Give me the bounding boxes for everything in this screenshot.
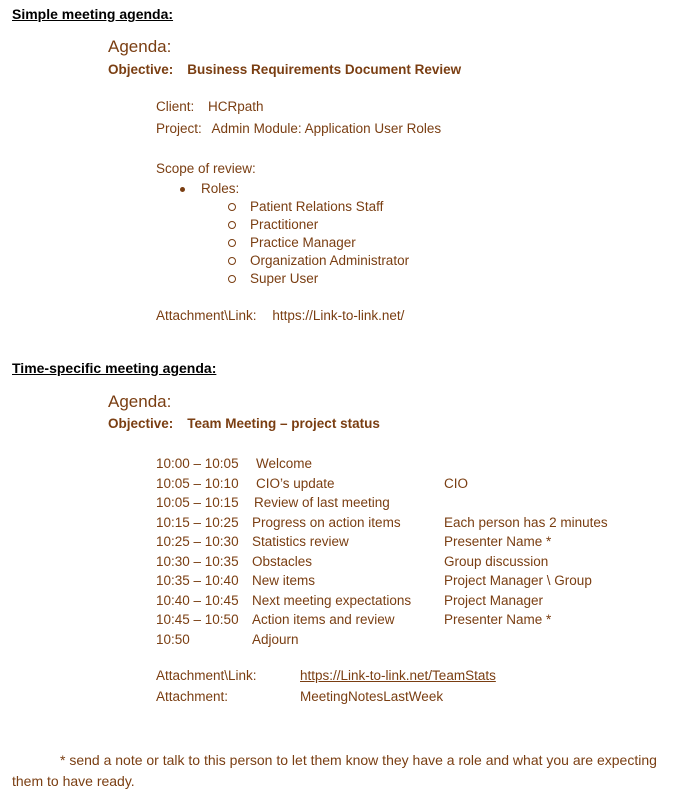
table-row xyxy=(156,515,676,535)
table-row xyxy=(156,593,676,613)
owner-cell: Presenter Name * xyxy=(444,612,552,627)
table-row xyxy=(156,612,676,632)
time-cell: 10:05 – 10:15 xyxy=(156,495,239,510)
item-cell: CIO’s update xyxy=(256,475,335,491)
circle-bullet-icon xyxy=(228,221,236,229)
attachment-link[interactable]: https://Link-to-link.net/ xyxy=(272,308,405,323)
time-cell: 10:30 – 10:35 xyxy=(156,553,239,569)
attachment-label: Attachment\Link: xyxy=(156,308,257,323)
scope-label: Scope of review: xyxy=(156,161,256,176)
item-cell: Welcome xyxy=(256,456,313,471)
list-item: Super User xyxy=(228,271,409,289)
objective-value: Business Requirements Document Review xyxy=(187,62,462,77)
teamstats-link[interactable]: https://Link-to-link.net/TeamStats xyxy=(300,668,496,683)
timed-attachment-label: Attachment\Link: xyxy=(156,668,257,683)
item-cell: Statistics review xyxy=(252,534,349,549)
owner-cell: Each person has 2 minutes xyxy=(444,514,608,530)
list-item: Organization Administrator xyxy=(228,253,409,271)
bullet-icon xyxy=(180,187,185,192)
roles-bullet xyxy=(180,181,239,196)
attachment2-label: Attachment: xyxy=(156,689,229,704)
roles-list xyxy=(228,199,409,289)
simple-agenda-heading: Agenda: xyxy=(108,37,172,56)
circle-bullet-icon xyxy=(228,203,236,211)
objective-value: Team Meeting – project status xyxy=(187,416,380,431)
table-row xyxy=(156,554,676,574)
timed-agenda-title: Time-specific meeting agenda: xyxy=(12,360,217,376)
list-item: Patient Relations Staff xyxy=(228,199,409,217)
table-row xyxy=(156,456,676,476)
owner-cell: Project Manager xyxy=(444,592,544,608)
time-cell: 10:15 – 10:25 xyxy=(156,514,239,530)
client-line xyxy=(156,99,264,114)
table-row xyxy=(156,573,676,593)
owner-cell: CIO xyxy=(444,475,469,491)
item-cell: Review of last meeting xyxy=(254,495,390,510)
owner-cell: Group discussion xyxy=(444,553,549,569)
roles-label: Roles: xyxy=(201,181,240,196)
timed-agenda-heading: Agenda: xyxy=(108,392,172,411)
time-cell: 10:45 – 10:50 xyxy=(156,612,239,627)
time-cell: 10:40 – 10:45 xyxy=(156,592,239,608)
simple-agenda-title: Simple meeting agenda: xyxy=(12,6,174,22)
circle-bullet-icon xyxy=(228,275,236,283)
project-line xyxy=(156,121,441,136)
table-row xyxy=(156,495,676,515)
schedule-table xyxy=(156,456,676,651)
item-cell: New items xyxy=(252,573,316,588)
time-cell: 10:50 xyxy=(156,631,190,647)
owner-cell: Project Manager \ Group xyxy=(444,573,592,588)
time-cell: 10:00 – 10:05 xyxy=(156,456,239,471)
time-cell: 10:35 – 10:40 xyxy=(156,573,239,588)
timed-objective xyxy=(108,416,380,431)
table-row xyxy=(156,476,676,496)
table-row xyxy=(156,632,676,652)
list-item: Practitioner xyxy=(228,217,409,235)
owner-cell: Presenter Name * xyxy=(444,534,552,549)
item-cell: Next meeting expectations xyxy=(252,592,412,608)
time-cell: 10:05 – 10:10 xyxy=(156,475,239,491)
client-label: Client: xyxy=(156,99,195,114)
project-label: Project: xyxy=(156,121,202,136)
circle-bullet-icon xyxy=(228,257,236,265)
footnote: * send a note or talk to this person to let them know they have a role and what you are expecting them to have ready. xyxy=(12,752,657,789)
client-value: HCRpath xyxy=(208,99,264,114)
objective-label: Objective: xyxy=(108,62,174,77)
circle-bullet-icon xyxy=(228,239,236,247)
item-cell: Progress on action items xyxy=(252,514,401,530)
simple-attachment-line xyxy=(156,308,404,323)
project-value: Admin Module: Application User Roles xyxy=(211,121,442,136)
objective-label: Objective: xyxy=(108,416,174,431)
time-cell: 10:25 – 10:30 xyxy=(156,534,239,549)
item-cell: Obstacles xyxy=(252,553,313,569)
item-cell: Action items and review xyxy=(252,612,395,627)
simple-objective xyxy=(108,62,461,77)
list-item: Practice Manager xyxy=(228,235,409,253)
attachment2-value: MeetingNotesLastWeek xyxy=(300,689,444,704)
item-cell: Adjourn xyxy=(252,631,299,647)
table-row xyxy=(156,534,676,554)
